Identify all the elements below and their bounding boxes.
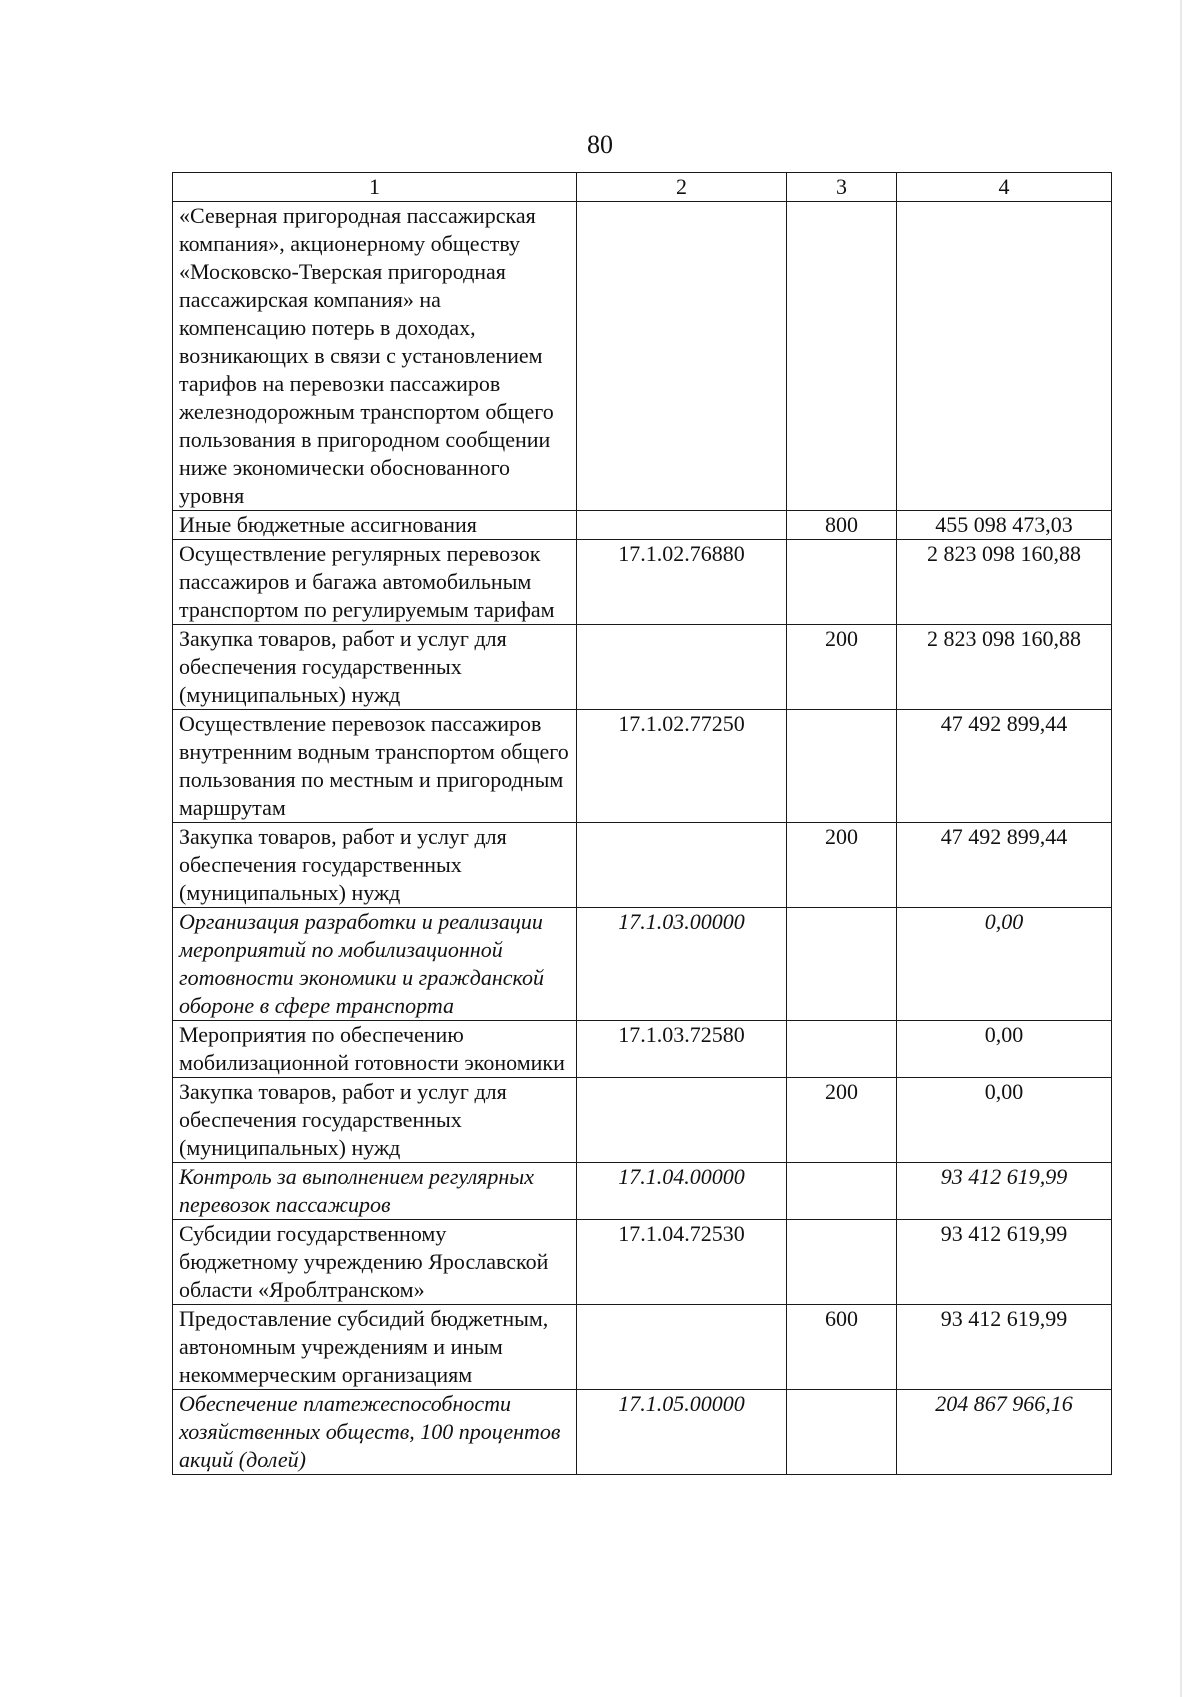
table-row (173, 540, 1112, 625)
scan-edge-line (1180, 0, 1182, 1697)
row-name-cell: Осуществление регулярных перевозок пассажиров и багажа автомобильным транспортом по регулируемым тарифам (173, 540, 577, 625)
row-name-cell: «Северная пригородная пассажирская компания», акционерному обществу «Московско-Тверская пригородная пассажирская компания» на компенсацию потерь в доходах, возникающих в связи с установлением тарифов на перевозки пассажиров железнодорожным транспортом общего пользования в пригородном сообщении ниже экономически обоснованного уровня (173, 202, 577, 511)
row-expense-type-cell (787, 202, 897, 511)
row-expense-type-cell: 200 (787, 823, 897, 908)
row-code-cell: 17.1.02.76880 (577, 540, 787, 625)
row-expense-type-cell (787, 1220, 897, 1305)
table-row (173, 1163, 1112, 1220)
header-row (173, 173, 1112, 202)
row-amount-cell: 47 492 899,44 (897, 823, 1112, 908)
row-amount-cell: 47 492 899,44 (897, 710, 1112, 823)
header-col-2: 2 (577, 173, 787, 202)
table-row (173, 710, 1112, 823)
row-name-cell: Субсидии государственному бюджетному учреждению Ярославской области «Яроблтранском» (173, 1220, 577, 1305)
row-expense-type-cell (787, 908, 897, 1021)
row-code-cell: 17.1.05.00000 (577, 1390, 787, 1475)
table-row (173, 1390, 1112, 1475)
header-col-3: 3 (787, 173, 897, 202)
row-code-cell: 17.1.02.77250 (577, 710, 787, 823)
row-amount-cell: 2 823 098 160,88 (897, 540, 1112, 625)
row-amount-cell: 93 412 619,99 (897, 1305, 1112, 1390)
table-body (173, 202, 1112, 1475)
row-amount-cell: 0,00 (897, 1078, 1112, 1163)
row-code-cell (577, 823, 787, 908)
row-code-cell: 17.1.04.72530 (577, 1220, 787, 1305)
row-name-cell: Контроль за выполнением регулярных перевозок пассажиров (173, 1163, 577, 1220)
header-col-1: 1 (173, 173, 577, 202)
row-code-cell: 17.1.03.00000 (577, 908, 787, 1021)
table-row (173, 823, 1112, 908)
row-expense-type-cell (787, 540, 897, 625)
table-row (173, 511, 1112, 540)
row-name-cell: Мероприятия по обеспечению мобилизационной готовности экономики (173, 1021, 577, 1078)
row-amount-cell: 204 867 966,16 (897, 1390, 1112, 1475)
row-code-cell (577, 202, 787, 511)
row-expense-type-cell: 600 (787, 1305, 897, 1390)
row-code-cell (577, 625, 787, 710)
row-name-cell: Закупка товаров, работ и услуг для обеспечения государственных (муниципальных) нужд (173, 823, 577, 908)
table-row (173, 1305, 1112, 1390)
table-row (173, 202, 1112, 511)
row-amount-cell: 0,00 (897, 1021, 1112, 1078)
page-number: 80 (587, 130, 613, 159)
table-header (173, 173, 1112, 202)
table-row (173, 1021, 1112, 1078)
row-expense-type-cell (787, 1390, 897, 1475)
row-name-cell: Обеспечение платежеспособности хозяйственных обществ, 100 процентов акций (долей) (173, 1390, 577, 1475)
table-row (173, 625, 1112, 710)
row-expense-type-cell: 200 (787, 1078, 897, 1163)
row-amount-cell: 93 412 619,99 (897, 1220, 1112, 1305)
row-amount-cell: 2 823 098 160,88 (897, 625, 1112, 710)
row-name-cell: Организация разработки и реализации мероприятий по мобилизационной готовности экономики и гражданской обороне в сфере транспорта (173, 908, 577, 1021)
row-amount-cell: 0,00 (897, 908, 1112, 1021)
row-expense-type-cell (787, 1021, 897, 1078)
row-code-cell: 17.1.03.72580 (577, 1021, 787, 1078)
row-expense-type-cell: 800 (787, 511, 897, 540)
row-amount-cell (897, 202, 1112, 511)
row-name-cell: Закупка товаров, работ и услуг для обеспечения государственных (муниципальных) нужд (173, 625, 577, 710)
row-amount-cell: 455 098 473,03 (897, 511, 1112, 540)
row-name-cell: Иные бюджетные ассигнования (173, 511, 577, 540)
table-row (173, 1078, 1112, 1163)
row-name-cell: Закупка товаров, работ и услуг для обеспечения государственных (муниципальных) нужд (173, 1078, 577, 1163)
budget-table (172, 172, 1112, 1475)
row-name-cell: Предоставление субсидий бюджетным, автономным учреждениям и иным некоммерческим организациям (173, 1305, 577, 1390)
row-expense-type-cell: 200 (787, 625, 897, 710)
table-row (173, 1220, 1112, 1305)
row-code-cell: 17.1.04.00000 (577, 1163, 787, 1220)
row-expense-type-cell (787, 1163, 897, 1220)
row-amount-cell: 93 412 619,99 (897, 1163, 1112, 1220)
row-expense-type-cell (787, 710, 897, 823)
table-row (173, 908, 1112, 1021)
header-col-4: 4 (897, 173, 1112, 202)
row-code-cell (577, 1305, 787, 1390)
row-name-cell: Осуществление перевозок пассажиров внутренним водным транспортом общего пользования по местным и пригородным маршрутам (173, 710, 577, 823)
row-code-cell (577, 1078, 787, 1163)
row-code-cell (577, 511, 787, 540)
